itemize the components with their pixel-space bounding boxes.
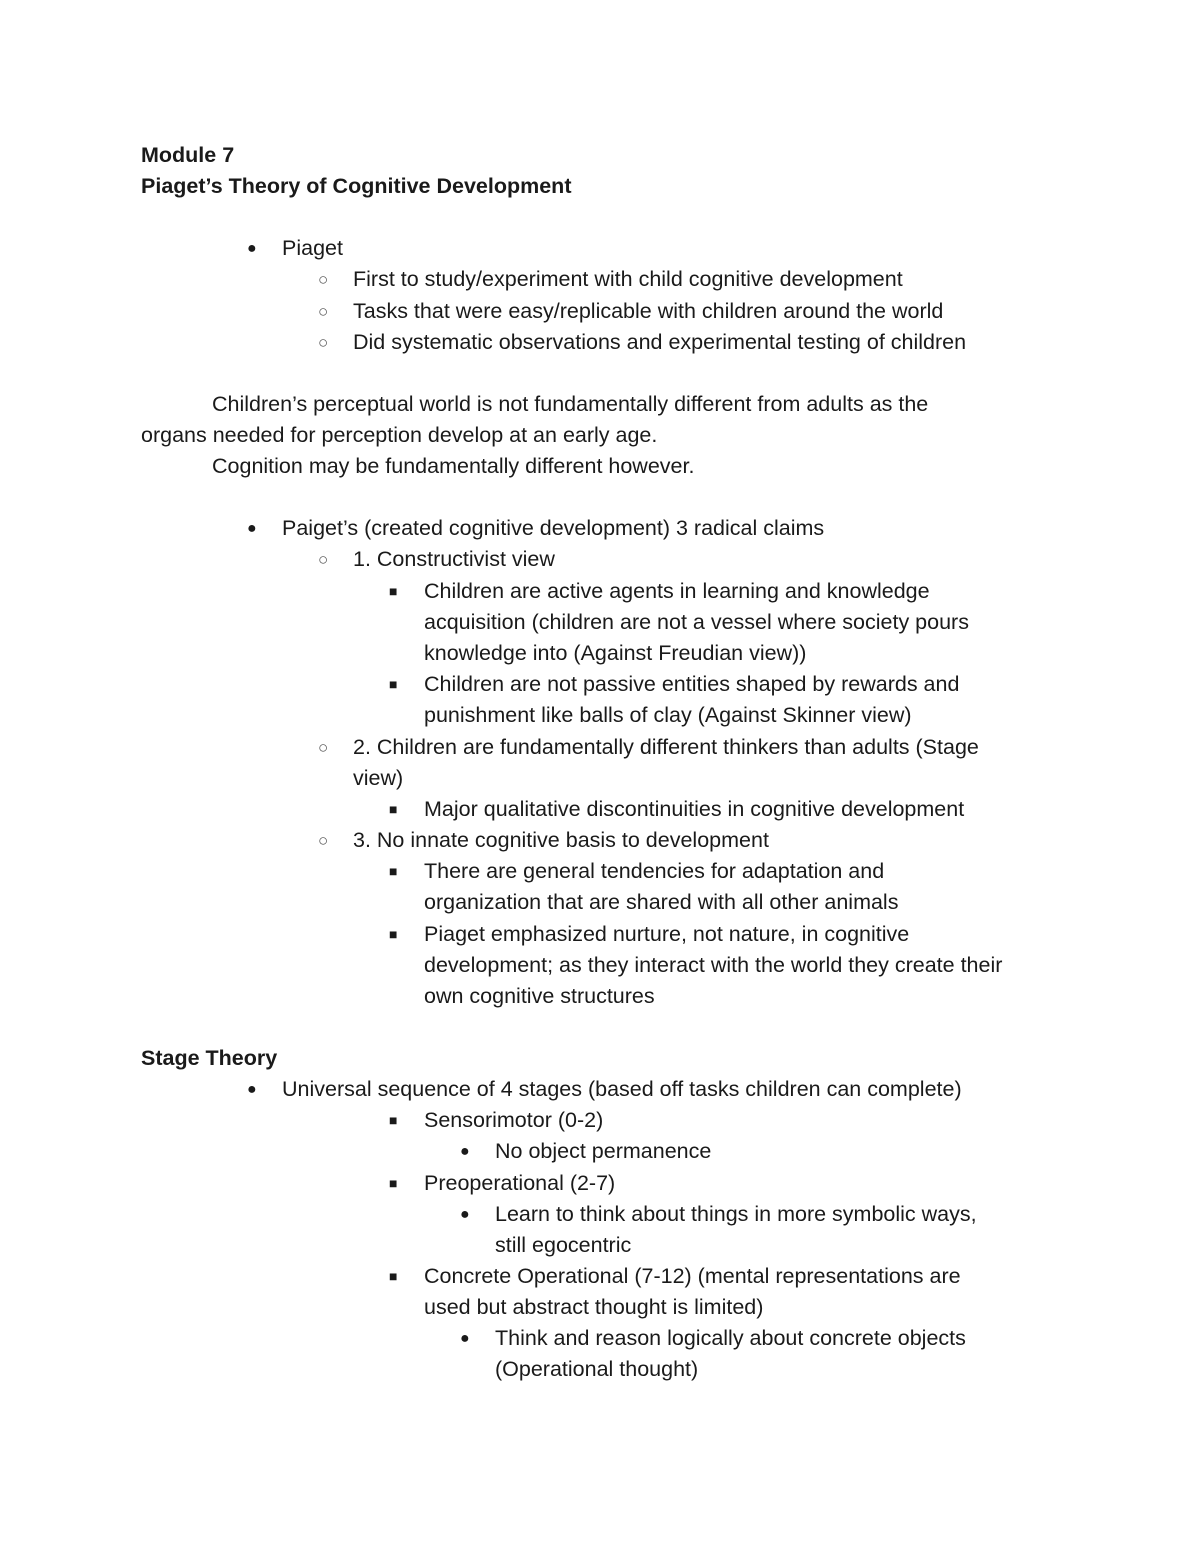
list-item: There are general tendencies for adaptation and <box>424 859 885 883</box>
list-item: First to study/experiment with child cognitive development <box>353 267 903 291</box>
list-item: Children are not passive entities shaped by rewards and <box>424 672 960 696</box>
bullet-marker: ■ <box>389 801 398 817</box>
section-heading: Stage Theory <box>141 1046 278 1070</box>
claim-label: 1. Constructivist view <box>353 547 555 571</box>
stage-label-continuation: used but abstract thought is limited) <box>424 1295 764 1319</box>
claim-label: 2. Children are fundamentally different thinkers than adults (Stage <box>353 735 979 759</box>
list-item: Did systematic observations and experimental testing of children <box>353 330 967 354</box>
bullet-marker: ● <box>247 1081 257 1098</box>
document-title: Piaget’s Theory of Cognitive Development <box>141 174 572 198</box>
list-item: Children are active agents in learning and knowledge <box>424 579 930 603</box>
bullet-marker: ○ <box>318 831 329 850</box>
bullet-marker: ■ <box>389 1112 398 1128</box>
stage-detail-continuation: still egocentric <box>495 1233 632 1257</box>
list-item-continuation: development; as they interact with the world they create their <box>424 953 1003 977</box>
bullet-marker: ■ <box>389 863 398 879</box>
bullet-marker: ■ <box>389 676 398 692</box>
bullet-marker: ● <box>247 240 257 257</box>
list-item: Major qualitative discontinuities in cognitive development <box>424 797 965 821</box>
bullet-marker: ○ <box>318 738 329 757</box>
claim-label-continuation: view) <box>353 766 404 790</box>
bullet-marker: ○ <box>318 550 329 569</box>
bullet-marker: ○ <box>318 302 329 321</box>
stage-label: Sensorimotor (0-2) <box>424 1108 604 1132</box>
bullet-marker: ○ <box>318 333 329 352</box>
stage-detail: No object permanence <box>495 1139 712 1163</box>
list-item: Piaget emphasized nurture, not nature, in cognitive <box>424 922 910 946</box>
bullet-marker: ● <box>460 1206 470 1223</box>
list-item-continuation: organization that are shared with all other animals <box>424 890 899 914</box>
stage-label: Concrete Operational (7-12) (mental representations are <box>424 1264 961 1288</box>
bullet-marker: ■ <box>389 926 398 942</box>
bullet-marker: ● <box>460 1330 470 1347</box>
list-item: Universal sequence of 4 stages (based off tasks children can complete) <box>282 1077 962 1101</box>
list-item: Piaget <box>282 236 343 260</box>
list-item: Tasks that were easy/replicable with children around the world <box>353 299 944 323</box>
list-item-continuation: knowledge into (Against Freudian view)) <box>424 641 807 665</box>
stage-detail-continuation: (Operational thought) <box>495 1357 699 1381</box>
bullet-marker: ■ <box>389 1268 398 1284</box>
claim-label: 3. No innate cognitive basis to development <box>353 828 769 852</box>
list-item-continuation: acquisition (children are not a vessel where society pours <box>424 610 969 634</box>
bullet-marker: ● <box>247 520 257 537</box>
paragraph-line: Cognition may be fundamentally different however. <box>212 454 695 478</box>
bullet-marker: ● <box>460 1143 470 1160</box>
stage-label: Preoperational (2-7) <box>424 1171 616 1195</box>
list-item: Paiget’s (created cognitive development) 3 radical claims <box>282 516 825 540</box>
bullet-marker: ○ <box>318 270 329 289</box>
paragraph-line: Children’s perceptual world is not fundamentally different from adults as the <box>212 392 929 416</box>
module-heading: Module 7 <box>141 143 235 167</box>
stage-detail: Learn to think about things in more symbolic ways, <box>495 1202 977 1226</box>
bullet-marker: ■ <box>389 583 398 599</box>
list-item-continuation: punishment like balls of clay (Against Skinner view) <box>424 703 912 727</box>
bullet-marker: ■ <box>389 1175 398 1191</box>
stage-detail: Think and reason logically about concrete objects <box>495 1326 966 1350</box>
paragraph-line: organs needed for perception develop at an early age. <box>141 423 658 447</box>
list-item-continuation: own cognitive structures <box>424 984 655 1008</box>
